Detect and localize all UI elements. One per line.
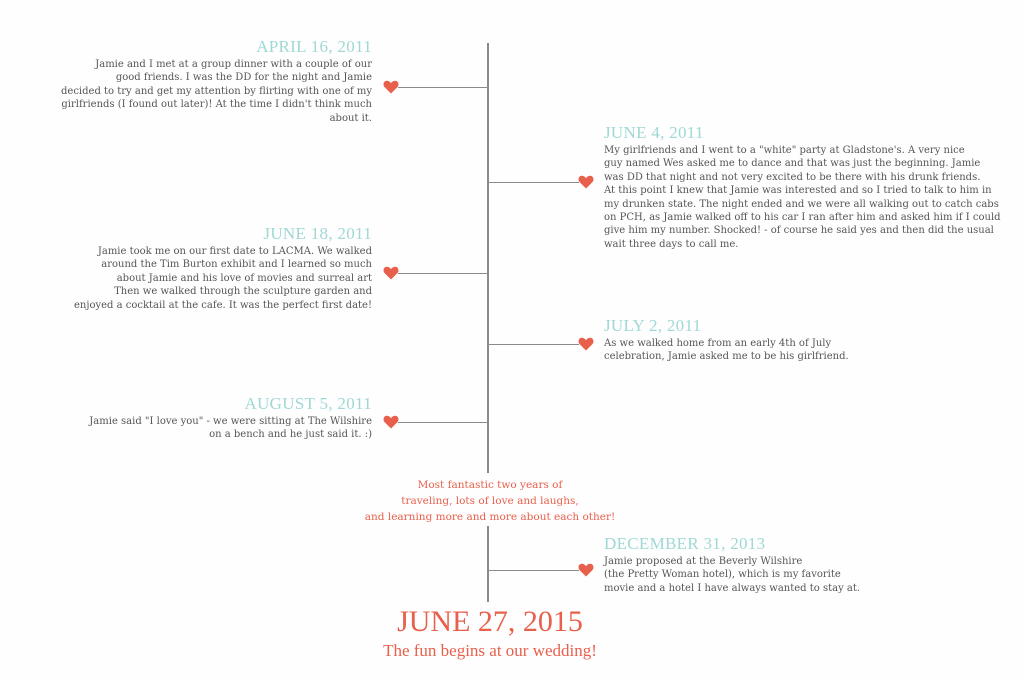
heart-icon <box>383 415 399 429</box>
event-text: As we walked home from an early 4th of July celebration, Jamie asked me to be his girlfriend. <box>604 338 849 363</box>
wedding-date: JUNE 27, 2015 <box>397 605 583 638</box>
event-text: Jamie said "I love you" - we were sitting at The Wilshire on a bench and he just said it. :) <box>89 416 372 441</box>
event-connector <box>398 422 488 423</box>
event-text: My girlfriends and I went to a "white" party at Gladstone's. A very nice guy named Wes asked me to dance and that was just the beginning. Jamie was DD that night and not very excited to be there with his drunk friends. At this point I knew that Jamie was interested and so I tried to talk to him in my drunken state. The night ended and we were all walking out to catch cabs on PCH, as Jamie walked off to his car I ran after him and asked him if I could give him my number. Shocked! - of course he said yes and then did the usual wait three days to call me. <box>604 145 1001 250</box>
event-text: Jamie and I met at a group dinner with a couple of our good friends. I was the DD for the night and Jamie decided to try and get my attention by flirting with one of my girlfriends (I found out later)! At the time I didn't think much about it. <box>61 59 372 124</box>
heart-icon <box>578 337 594 351</box>
event-date: DECEMBER 31, 2013 <box>604 534 766 553</box>
timeline-axis-bottom <box>487 526 489 602</box>
event-connector <box>489 182 579 183</box>
event-date: AUGUST 5, 2011 <box>244 394 372 413</box>
heart-icon <box>383 80 399 94</box>
event-text: Jamie proposed at the Beverly Wilshire (the Pretty Woman hotel), which is my favorite movie and a hotel I have always wanted to stay at. <box>604 556 861 594</box>
wedding-subtitle: The fun begins at our wedding! <box>383 641 597 660</box>
event-connector <box>489 570 579 571</box>
timeline-event-june-18-2011 <box>42 225 372 312</box>
event-text: Jamie took me on our first date to LACMA. We walked around the Tim Burton exhibit and I learned so much about Jamie and his love of movies and surreal art Then we walked through the sculpture garden and enjoyed a cocktail at the cafe. It was the perfect first date! <box>73 246 372 311</box>
timeline-event-june-4-2011 <box>604 124 1004 251</box>
event-date: JULY 2, 2011 <box>604 316 702 335</box>
event-connector <box>398 273 488 274</box>
event-date: APRIL 16, 2011 <box>256 37 372 56</box>
timeline-event-april-16-2011 <box>42 38 372 125</box>
timeline-event-december-31-2013 <box>604 535 1004 595</box>
event-connector <box>489 344 579 345</box>
heart-icon <box>578 563 594 577</box>
event-connector <box>398 87 488 88</box>
event-date: JUNE 4, 2011 <box>604 123 704 142</box>
timeline-axis-top <box>487 43 489 473</box>
timeline-event-august-5-2011 <box>42 395 372 442</box>
event-date: JUNE 18, 2011 <box>263 224 372 243</box>
heart-icon <box>578 175 594 189</box>
heart-icon <box>383 266 399 280</box>
timeline-event-july-2-2011 <box>604 317 1004 364</box>
middle-caption: Most fantastic two years of traveling, lots of love and laughs, and learning more and more about each other! <box>364 479 616 523</box>
